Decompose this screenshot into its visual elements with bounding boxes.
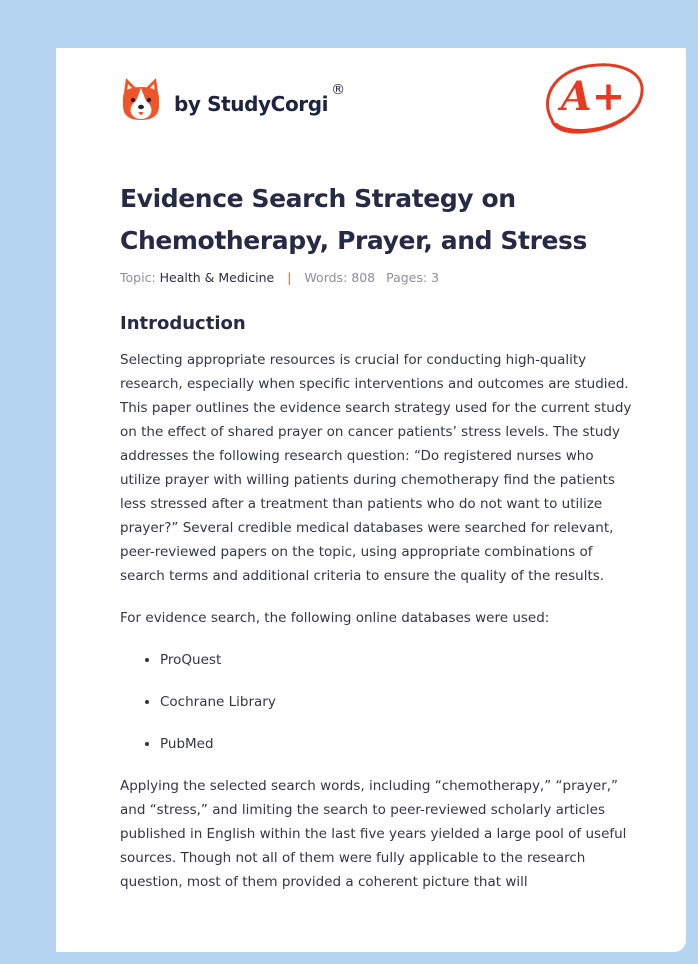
section-heading-introduction: Introduction: [120, 313, 246, 334]
words-count: 808: [351, 270, 376, 285]
a-plus-badge-icon: [538, 58, 648, 142]
meta-separator: |: [287, 270, 292, 285]
topic-label: Topic:: [120, 270, 156, 285]
topic-link[interactable]: Health & Medicine: [159, 270, 275, 285]
studycorgi-logo[interactable]: [120, 76, 345, 122]
database-list: [120, 648, 635, 756]
list-item: • ProQuest: [160, 648, 635, 672]
corgi-icon: [120, 76, 162, 122]
words-label: Words:: [304, 270, 348, 285]
pages-count: 3: [431, 270, 440, 285]
document-title: Evidence Search Strategy on Chemotherapy, Prayer, and Stress: [120, 184, 588, 255]
paragraph: Selecting appropriate resources is crucial for conducting high-quality research, especially when specific interventions and outcomes are studied. This paper outlines the evidence search strategy used for the current study on the effect of shared prayer on cancer patients’ stress levels. The study addresses the following research question: “Do registered nurses who utilize prayer with willing patients during chemotherapy find the patients less stressed after a treatment than patients who do not want to utilize prayer?” Several credible medical databases were searched for relevant, peer-reviewed papers on the topic, using appropriate combinations of search terms and additional criteria to ensure the quality of the results.: [120, 352, 632, 584]
document-body: [120, 312, 635, 912]
pages-label: Pages:: [386, 270, 428, 285]
logo-wordmark: by StudyCorgi®: [174, 82, 345, 116]
paragraph: Applying the selected search words, including “chemotherapy,” “prayer,” and “stress,” and limiting the search to peer-reviewed scholarly articles published in English within the last five years yielded a large pool of useful sources. Though not all of them were fully applicable to the research question, most of them provided a coherent picture that will: [120, 778, 627, 890]
list-item: • PubMed: [160, 732, 635, 756]
paragraph: For evidence search, the following online databases were used:: [120, 610, 550, 626]
document-meta: [120, 270, 439, 285]
document-page: [56, 48, 686, 952]
badge-text: A+: [560, 73, 626, 120]
list-item: • Cochrane Library: [160, 690, 635, 714]
registered-mark: ®: [331, 82, 345, 98]
